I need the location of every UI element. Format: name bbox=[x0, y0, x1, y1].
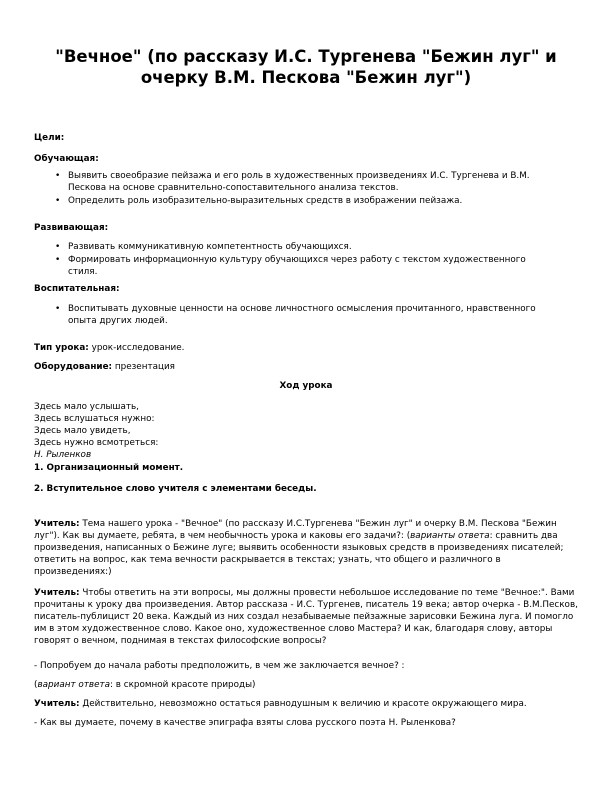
list-item: • Определить роль изобразительно-выразительных средств в изображении пейзажа. bbox=[34, 195, 544, 207]
epigraph bbox=[34, 401, 578, 461]
paragraph-text: : в скромной красоте природы) bbox=[110, 680, 256, 690]
paragraph-teacher-3 bbox=[34, 698, 578, 710]
list-item: • Выявить своеобразие пейзажа и его роль в художественных произведениях И.С. Тургенева и В.М. Пескова на основе сравнительно-сопоставительного анализа текстов. bbox=[34, 170, 544, 194]
stage-1: 1. Организационный момент. bbox=[34, 463, 184, 473]
paragraph-text: : сравнить два произведения, написанных о Бежине луге; выявить особенности языковых средств в произведениях писателей; ответить на вопрос, как тема вечности раскрывается в текстах; узнать, что общего и различного в произведениях:) bbox=[34, 531, 564, 577]
answer-variant-label: вариант ответа bbox=[37, 680, 110, 690]
lesson-type-value: урок-исследование. bbox=[88, 343, 185, 353]
educational-heading: Воспитательная: bbox=[34, 284, 120, 294]
list-item: • Формировать информационную культуру обучающихся через работу с текстом художественного стиля. bbox=[34, 254, 544, 278]
paragraph-text: Тема нашего урока - "Вечное" (по рассказу И.С.Тургенева "Бежин луг" и очерку В.М. Пескова "Бежин луг"). Как вы думаете, ребята, в чем необычность урока и каковы его задачи?: ( bbox=[34, 519, 557, 541]
equipment bbox=[34, 361, 578, 373]
teacher-label: Учитель: bbox=[34, 519, 80, 529]
list-item: • Развивать коммуникативную компетентность обучающихся. bbox=[34, 241, 544, 253]
lesson-type bbox=[34, 342, 578, 354]
teacher-label: Учитель: bbox=[34, 588, 80, 598]
stage-2: 2. Вступительное слово учителя с элементами беседы. bbox=[34, 484, 317, 494]
equipment-label: Оборудование: bbox=[34, 362, 113, 372]
paragraph-text: ( bbox=[34, 680, 38, 690]
teaching-list bbox=[34, 170, 578, 208]
paragraph-text: Действительно, невозможно остаться равнодушным к величию и красоте окружающего мира. bbox=[79, 699, 527, 709]
epigraph-line: Здесь вслушаться нужно: bbox=[34, 414, 155, 424]
answer-variants-label: варианты ответа bbox=[410, 531, 490, 541]
educational-list bbox=[34, 303, 578, 328]
paragraph-question: - Попробуем до начала работы предположить, в чем же заключается вечное? : bbox=[34, 661, 405, 671]
paragraph-teacher-1 bbox=[34, 518, 578, 578]
epigraph-line: Здесь нужно всмотреться: bbox=[34, 438, 159, 448]
paragraph-teacher-2 bbox=[34, 587, 578, 647]
equipment-value: презентация bbox=[112, 362, 175, 372]
epigraph-author: Н. Рыленков bbox=[34, 450, 92, 460]
page-title: "Вечное" (по рассказу И.С. Тургенева "Бежин луг" и очерку В.М. Пескова "Бежин луг") bbox=[55, 47, 557, 87]
list-item: • Воспитывать духовные ценности на основе личностного осмысления прочитанного, нравственного опыта других людей. bbox=[34, 303, 544, 327]
paragraph-text: Чтобы ответить на эти вопросы, мы должны провести небольшое исследование по теме "Вечное:". Вами прочитаны к уроку два произведения. Автор рассказа - И.С. Тургенев, писатель 19 века; автор очерка - В.М.Песков, писатель-публицист 20 века. Каждый из них создал незабываемые пейзажные зарисовки Бежина луга. И помогло им в этом художественное слово. Какое оно, художественное слово Мастера? И как, благодаря слову, авторы говорят о вечном, поднимая в текстах философские вопросы? bbox=[34, 588, 578, 646]
goals-heading: Цели: bbox=[34, 133, 65, 143]
epigraph-line: Здесь мало услышать, bbox=[34, 402, 139, 412]
paragraph-question-2: - Как вы думаете, почему в качестве эпиграфа взяты слова русского поэта Н. Рыленкова? bbox=[34, 718, 456, 728]
teaching-heading: Обучающая: bbox=[34, 154, 99, 164]
paragraph-answer bbox=[34, 679, 578, 691]
lesson-course-heading: Ход урока bbox=[279, 381, 333, 391]
developing-heading: Развивающая: bbox=[34, 223, 109, 233]
epigraph-line: Здесь мало увидеть, bbox=[34, 426, 131, 436]
lesson-type-label: Тип урока: bbox=[34, 343, 89, 353]
developing-list bbox=[34, 241, 578, 279]
teacher-label: Учитель: bbox=[34, 699, 80, 709]
